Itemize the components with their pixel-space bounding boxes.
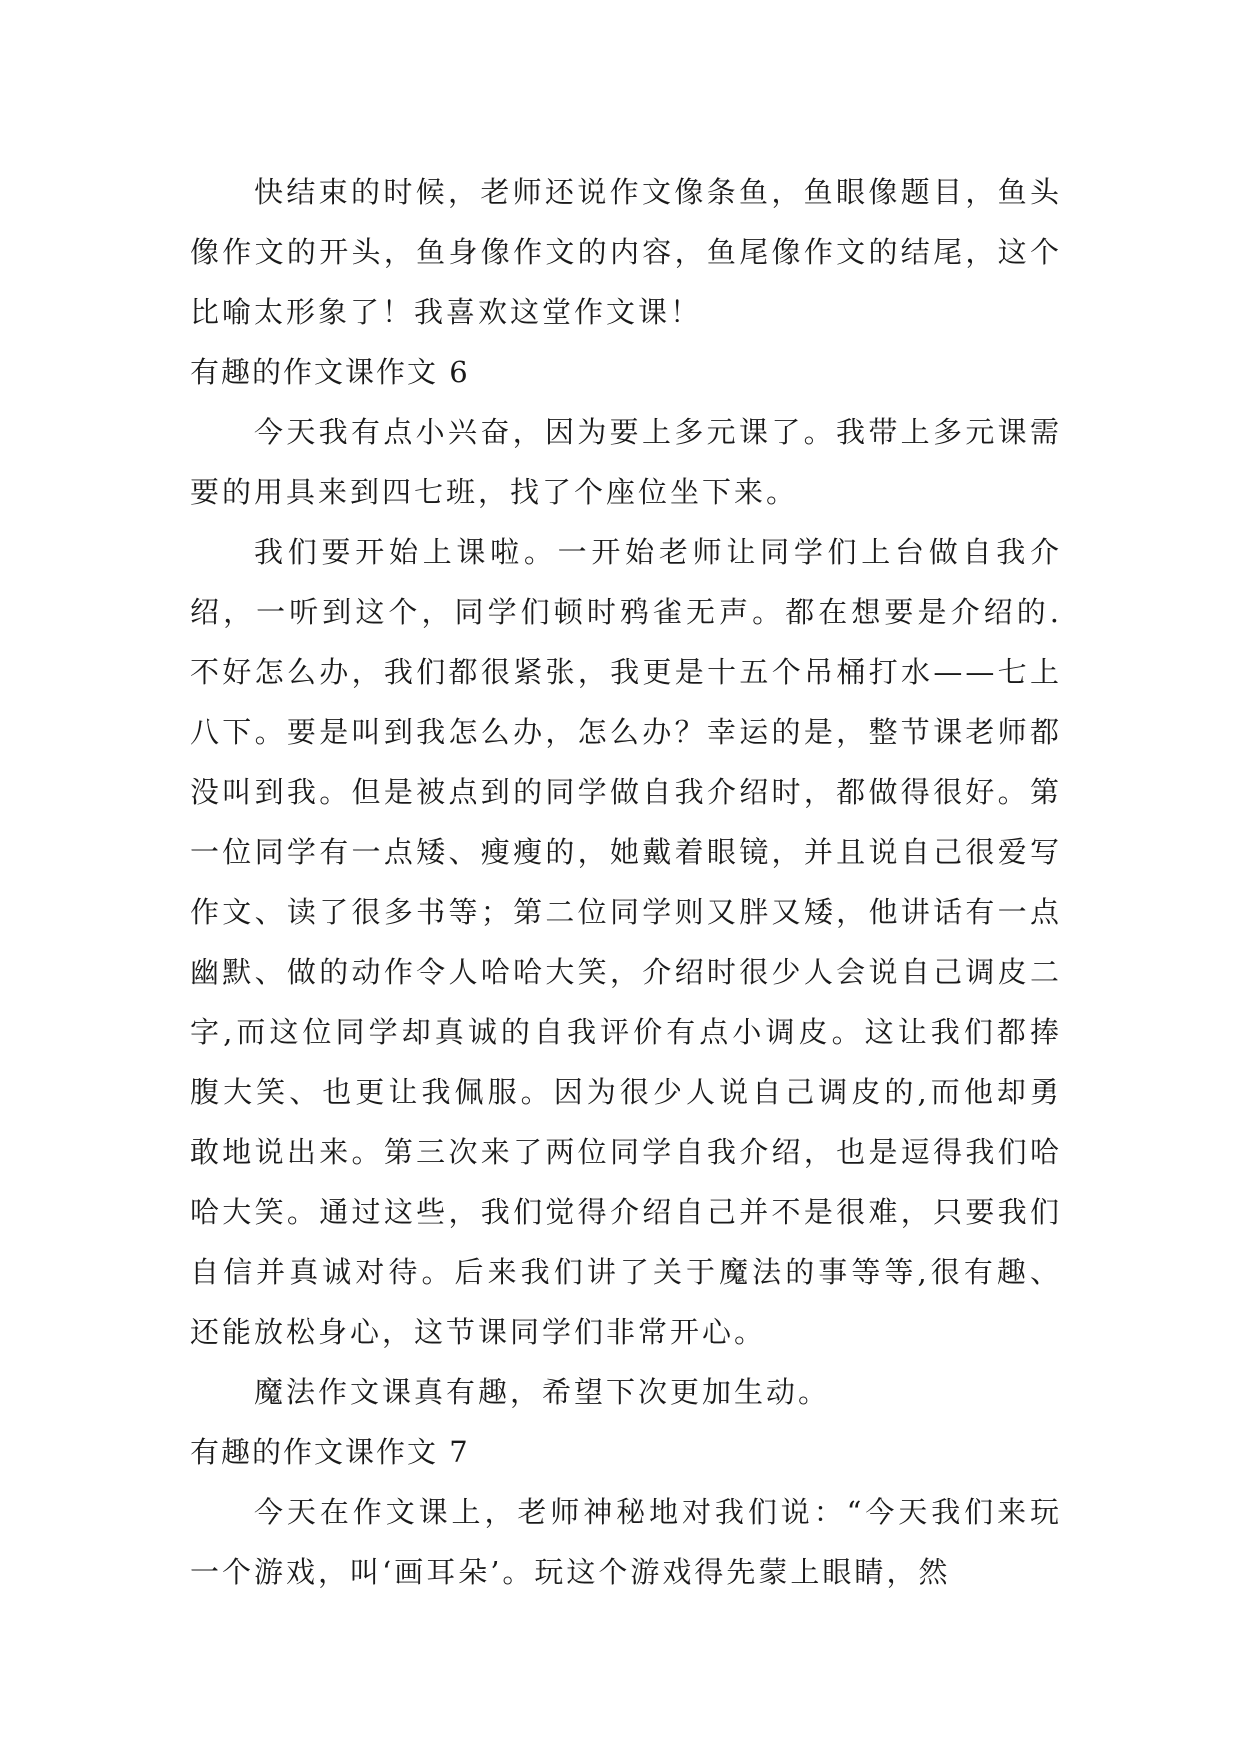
document-body <box>190 162 1062 1602</box>
paragraph-fish-metaphor: 快结束的时候，老师还说作文像条鱼，鱼眼像题目，鱼头像作文的开头，鱼身像作文的内容，鱼尾像作文的结尾，这个比喻太形象了！我喜欢这堂作文课！ <box>190 175 1062 329</box>
paragraph-self-introduction: 我们要开始上课啦。一开始老师让同学们上台做自我介绍，一听到这个，同学们顿时鸦雀无声。都在想要是介绍的.不好怎么办，我们都很紧张，我更是十五个吊桶打水——七上八下。要是叫到我怎么办，怎么办？幸运的是，整节课老师都没叫到我。但是被点到的同学做自我介绍时，都做得很好。第一位同学有一点矮、瘦瘦的，她戴着眼镜，并且说自己很爱写作文、读了很多书等；第二位同学则又胖又矮，他讲话有一点幽默、做的动作令人哈哈大笑，介绍时很少人会说自己调皮二字,而这位同学却真诚的自我评价有点小调皮。这让我们都捧腹大笑、也更让我佩服。因为很少人说自己调皮的,而他却勇敢地说出来。第三次来了两位同学自我介绍，也是逗得我们哈哈大笑。通过这些，我们觉得介绍自己并不是很难，只要我们自信并真诚对待。后来我们讲了关于魔法的事等等,很有趣、还能放松身心，这节课同学们非常开心。 <box>190 535 1062 1349</box>
essay-heading-7: 有趣的作文课作文 7 <box>190 1435 470 1469</box>
essay-heading-6: 有趣的作文课作文 6 <box>190 355 470 389</box>
paragraph-magic-class: 魔法作文课真有趣，希望下次更加生动。 <box>254 1375 831 1409</box>
paragraph-excited: 今天我有点小兴奋，因为要上多元课了。我带上多元课需要的用具来到四七班，找了个座位坐下来。 <box>190 415 1062 509</box>
paragraph-draw-ears: 今天在作文课上，老师神秘地对我们说：“今天我们来玩一个游戏，叫‘画耳朵’。玩这个游戏得先蒙上眼睛，然 <box>190 1495 1062 1589</box>
